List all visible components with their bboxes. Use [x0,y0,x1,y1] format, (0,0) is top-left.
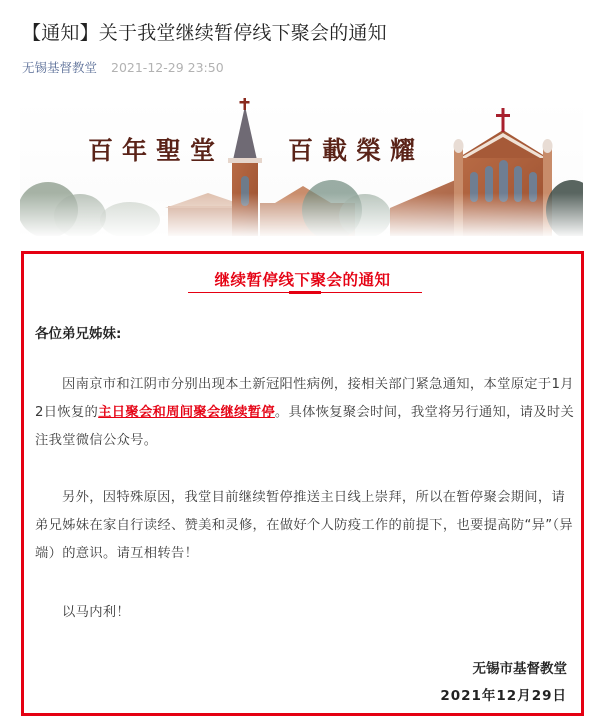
church-illustration-icon [20,98,583,236]
article-meta [22,58,224,76]
notice-box [21,251,584,716]
paragraph-suspension [35,371,575,455]
closing-blessing: 以马内利！ [62,605,130,620]
banner-slogan-right: 百載榮耀 [288,136,425,165]
notice-heading: 继续暂停线下聚会的通知 [214,271,391,289]
signature-date: 2021年12月29日 [440,688,567,704]
paragraph1-text-before: 因南京市和江阴市分别出现本土新冠阳性病例，接相关部门紧急通知，本堂原定于1月2日恢复的 [35,377,574,420]
paragraph1-text-after: 。具体恢复聚会时间，我堂将另行通知，请及时关注我堂微信公众号。 [35,405,575,448]
salutation: 各位弟兄姊妹: [35,326,122,342]
publish-time: 2021-12-29 23:50 [111,60,224,75]
author-link[interactable]: 无锡基督教堂 [22,60,98,75]
article-title: 【通知】关于我堂继续暂停线下聚会的通知 [22,22,387,44]
paragraph-online-worship: 另外，因特殊原因，我堂目前继续暂停推送主日线上崇拜，所以在暂停聚会期间，请弟兄姊妹在家自行读经、赞美和灵修，在做好个人防疫工作的前提下，也要提高防“异”（异端）的意识。请互相转告！ [35,490,574,561]
paragraph1-highlight: 主日聚会和周间聚会继续暂停 [98,405,275,420]
heading-divider-accent [289,291,321,294]
signature-organization: 无锡市基督教堂 [472,661,567,677]
church-banner-image [20,98,583,236]
banner-slogan-left: 百年聖堂 [88,136,225,165]
